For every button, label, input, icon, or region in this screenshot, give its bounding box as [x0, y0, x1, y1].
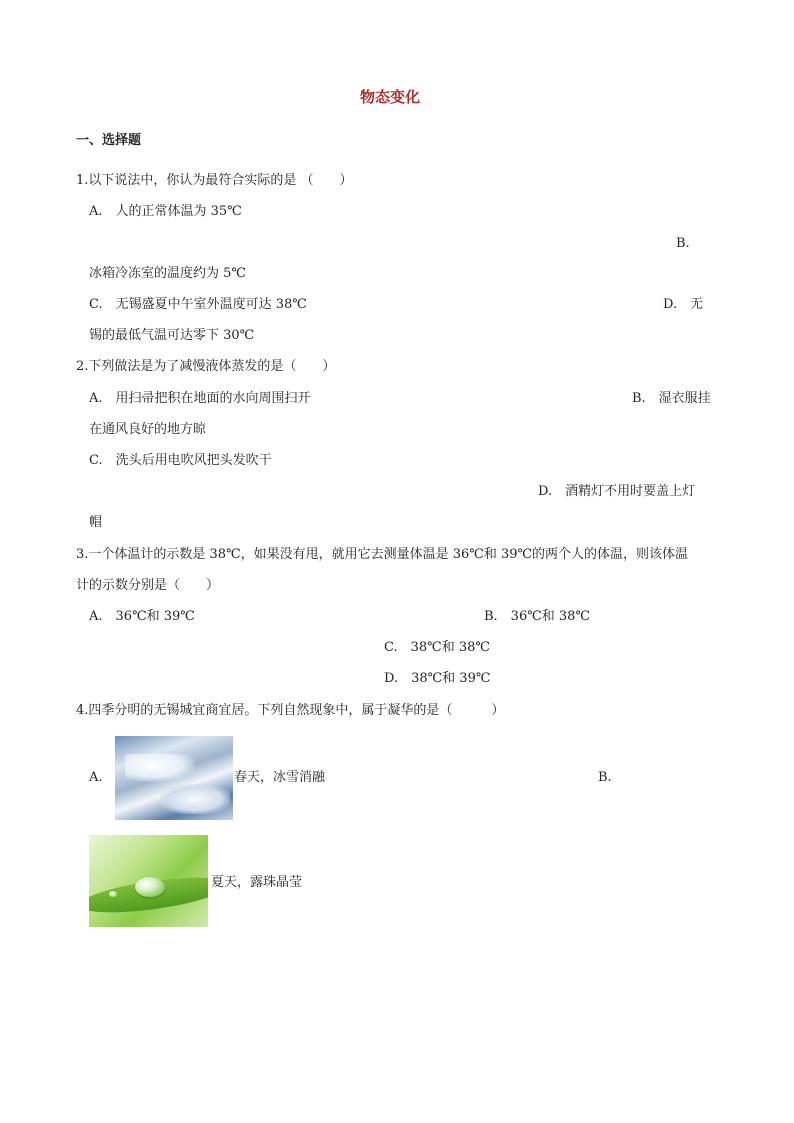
question-1-stem: 1.以下说法中，你认为最符合实际的是 （ ） [76, 173, 353, 188]
question-1-option-d-label: D. 无 [663, 297, 704, 312]
question-4-option-b-text: 夏天，露珠晶莹 [211, 875, 303, 890]
page-title: 物态变化 [360, 88, 421, 106]
question-3-option-a: A. 36℃和 39℃ [89, 609, 195, 624]
question-2-option-b-label: B. 湿衣服挂 [632, 391, 711, 406]
question-3-option-b: B. 36℃和 38℃ [484, 609, 590, 624]
question-2-option-c: C. 洗头后用电吹风把头发吹干 [89, 453, 272, 468]
dewdrop-shape [135, 877, 165, 897]
question-3-stem-line-1: 3.一个体温计的示数是 38℃，如果没有甩，就用它去测量体温是 36℃和 39℃的两个人的体温，则该体温 [76, 547, 689, 562]
question-1-option-a: A. 人的正常体温为 35℃ [89, 204, 242, 219]
question-1-option-b-label: B. [676, 236, 690, 251]
question-4-option-a-text: 春天，冰雪消融 [234, 770, 326, 785]
question-3-stem-line-2: 计的示数分别是（ ） [76, 578, 220, 593]
question-4-option-b-label: B. [598, 770, 612, 785]
small-dewdrop-shape [109, 891, 117, 897]
question-1-option-b-text: 冰箱冷冻室的温度约为 5℃ [89, 266, 246, 281]
question-1-option-d-text: 锡的最低气温可达零下 30℃ [89, 328, 255, 343]
section-heading: 一、选择题 [76, 133, 142, 148]
dewdrop-leaf-image [89, 835, 208, 927]
question-1-option-c: C. 无锡盛夏中午室外温度可达 38℃ [89, 297, 307, 312]
question-4-stem: 4.四季分明的无锡城宜商宜居。下列自然现象中，属于凝华的是（ ） [76, 703, 505, 718]
question-4-option-a-label: A. [89, 770, 103, 785]
question-2-option-d-label: D. 酒精灯不用时要盖上灯 [538, 484, 696, 499]
question-2-stem: 2.下列做法是为了减慢液体蒸发的是（ ） [76, 359, 336, 374]
question-3-option-c: C. 38℃和 38℃ [384, 640, 490, 655]
question-2-option-d-text: 帽 [89, 515, 103, 530]
question-3-option-d: D. 38℃和 39℃ [384, 671, 491, 686]
question-2-option-a: A. 用扫帚把积在地面的水向周围扫开 [89, 391, 311, 406]
ice-melting-image [115, 736, 233, 820]
question-2-option-b-text: 在通风良好的地方晾 [89, 422, 207, 437]
